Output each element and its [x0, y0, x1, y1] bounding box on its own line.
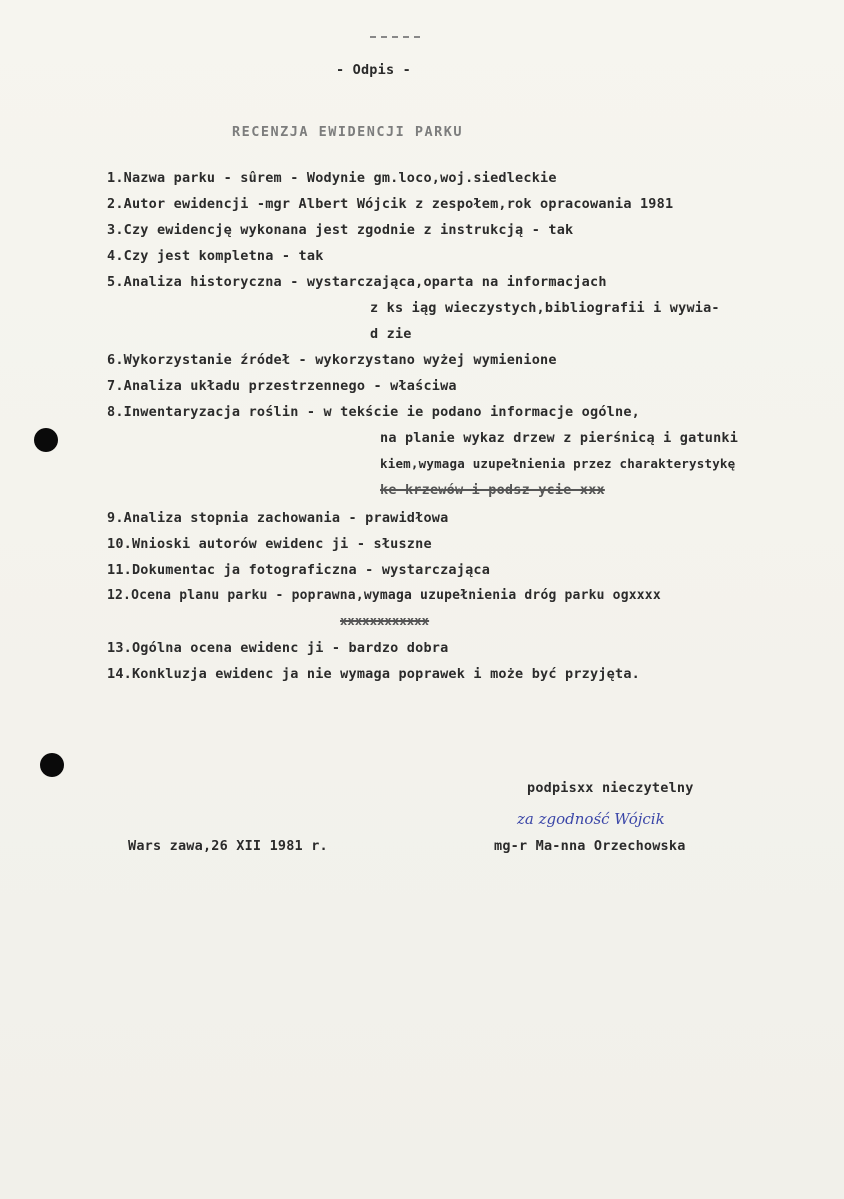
- item-9: 9.Analiza stopnia zachowania - prawidłowa: [107, 510, 449, 526]
- item-6: 6.Wykorzystanie źródeł - wykorzystano wyżej wymienione: [107, 352, 557, 368]
- copy-label: - Odpis -: [336, 62, 411, 78]
- item-5-cont-1: z ks iąg wieczystych,bibliografii i wywia-: [370, 300, 720, 316]
- handwritten-certification: za zgodność Wójcik: [517, 810, 665, 828]
- item-8-cont-2: kiem,wymaga uzupełnienia przez charakterystykę: [380, 456, 736, 471]
- item-2: 2.Autor ewidencji -mgr Albert Wójcik z zespołem,rok opracowania 1981: [107, 196, 674, 212]
- item-12: 12.Ocena planu parku - poprawna,wymaga uzupełnienia dróg parku ogxxxx: [107, 588, 661, 603]
- item-8: 8.Inwentaryzacja roślin - w tekście ie podano informacje ogólne,: [107, 404, 640, 420]
- item-13: 13.Ogólna ocena ewidenc ji - bardzo dobra: [107, 640, 449, 656]
- item-5-cont-2: d zie: [370, 326, 412, 342]
- place-date: Wars zawa,26 XII 1981 r.: [128, 838, 328, 854]
- item-1: 1.Nazwa parku - sûrem - Wodynie gm.loco,woj.siedleckie: [107, 170, 557, 186]
- signature-note: podpisxx nieczytelny: [527, 780, 694, 796]
- item-8-cont-1: na planie wykaz drzew z pierśnicą i gatunki: [380, 430, 739, 446]
- item-14: 14.Konkluzja ewidenc ja nie wymaga poprawek i może być przyjęta.: [107, 666, 640, 682]
- signatory-name: mg-r Ma-nna Orzechowska: [494, 838, 686, 854]
- item-8-cont-3: ke krzewów i podsz ycie xxx: [380, 482, 605, 498]
- item-11: 11.Dokumentac ja fotograficzna - wystarczająca: [107, 562, 491, 578]
- item-12-struck: xxxxxxxxxxxx: [340, 614, 430, 628]
- punch-hole-top: [34, 428, 58, 452]
- document-title: RECENZJA EWIDENCJI PARKU: [232, 124, 464, 140]
- item-5: 5.Analiza historyczna - wystarczająca,oparta na informacjach: [107, 274, 607, 290]
- top-dash-mark: [370, 36, 420, 40]
- item-4: 4.Czy jest kompletna - tak: [107, 248, 324, 264]
- item-7: 7.Analiza układu przestrzennego - właściwa: [107, 378, 457, 394]
- punch-hole-bottom: [40, 753, 64, 777]
- item-10: 10.Wnioski autorów ewidenc ji - słuszne: [107, 536, 432, 552]
- item-3: 3.Czy ewidencję wykonana jest zgodnie z instrukcją - tak: [107, 222, 574, 238]
